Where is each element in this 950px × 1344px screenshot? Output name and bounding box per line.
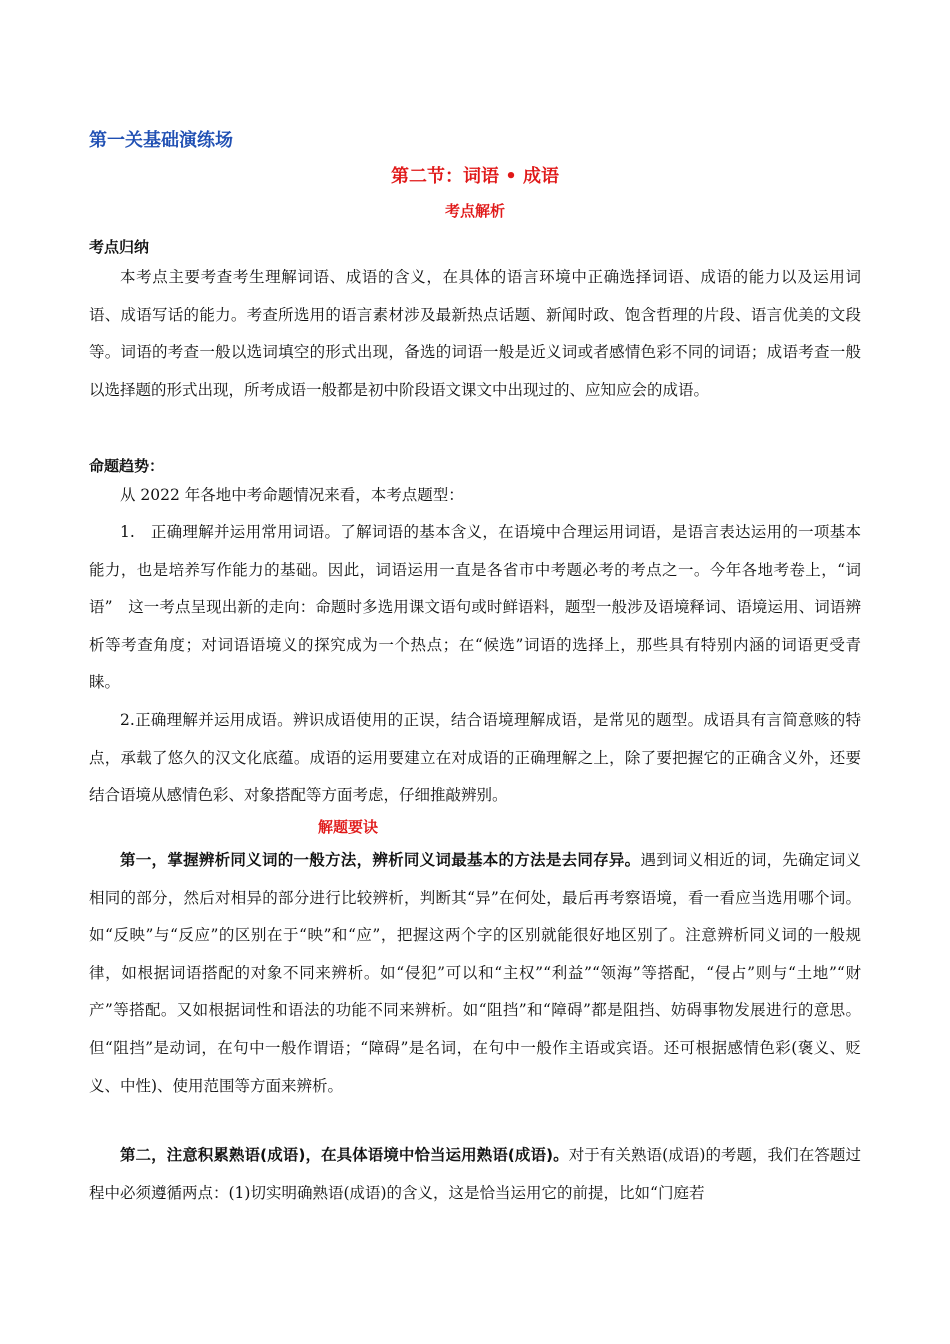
tips-p2-bold: 第二，注意积累熟语(成语)，在具体语境中恰当运用熟语(成语)。 [120, 1146, 569, 1164]
trend-item-1: 1. 正确理解并运用常用词语。了解词语的基本含义，在语境中合理运用词语，是语言表达运用的一项基本能力，也是培养写作能力的基础。因此，词语运用一直是各省市中考题必考的考点之一。今年各地考卷上，“词语” 这一考点呈现出新的走向：命题时多选用课文语句或时鲜语料，题型一般涉及语境释词、语境运用、词语辨析等考查角度；对词语语境义的探究成为一个热点；在“候选”词语的选择上，那些具有特别内涵的词语更受青睐。 [89, 523, 861, 692]
trend-item-2: 2.正确理解并运用成语。辨识成语使用的正误，结合语境理解成语，是常见的题型。成语具有言简意赅的特点，承载了悠久的汉文化底蕴。成语的运用要建立在对成语的正确理解之上，除了要把握它的正确含义外，还要结合语境从感情色彩、对象搭配等方面考虑，仔细推敲辨别。 [89, 711, 861, 805]
summary-paragraph: 本考点主要考查考生理解词语、成语的含义，在具体的语言环境中正确选择词语、成语的能力以及运用词语、成语写话的能力。考查所选用的语言素材涉及最新热点话题、新闻时政、饱含哲理的片段、语言优美的文段等。词语的考查一般以选词填空的形式出现，备选的词语一般是近义词或者感情色彩不同的词语；成语考查一般以选择题的形式出现，所考成语一般都是初中阶段语文课文中出现过的、应知应会的成语。 [89, 268, 861, 399]
summary-heading: 考点归纳 [89, 238, 150, 256]
trend-intro: 从 2022 年各地中考命题情况来看，本考点题型： [120, 486, 464, 504]
tips-p2-text: 对于有关熟语(成语)的考题，我们在答题过程中必须遵循两点：(1)切实明确熟语(成语)的含义，这是恰当运用它的前提，比如“门庭若 [89, 1146, 861, 1202]
tips-paragraph-2 [89, 1137, 861, 1212]
tips-paragraph-1 [89, 842, 861, 1105]
analysis-title: 考点解析 [444, 202, 505, 220]
tips-p1-text: 遇到词义相近的词，先确定词义相同的部分，然后对相异的部分进行比较辨析，判断其“异”在何处，最后再考察语境，看一看应当选用哪个词。如“反映”与“反应”的区别在于“映”和“应”，把握这两个字的区别就能很好地区别了。注意辨析同义词的一般规律，如根据词语搭配的对象不同来辨析。如“侵犯”可以和“主权”“利益”“领海”等搭配，“侵占”则与“土地”“财产”等搭配。又如根据词性和语法的功能不同来辨析。如“阻挡”和“障碍”都是阻挡、妨碍事物发展进行的意思。但“阻挡”是动词，在句中一般作谓语；“障碍”是名词，在句中一般作主语或宾语。还可根据感情色彩(褒义、贬义、中性)、使用范围等方面来辨析。 [89, 851, 861, 1095]
tips-p1-bold: 第一，掌握辨析同义词的一般方法，辨析同义词最基本的方法是去同存异。 [120, 851, 641, 869]
tips-title: 解题要诀 [318, 818, 379, 836]
part-title: 第一关基础演练场 [89, 130, 233, 151]
section-title: 第二节：词语 • 成语 [390, 166, 560, 187]
trend-heading: 命题趋势： [89, 457, 165, 475]
